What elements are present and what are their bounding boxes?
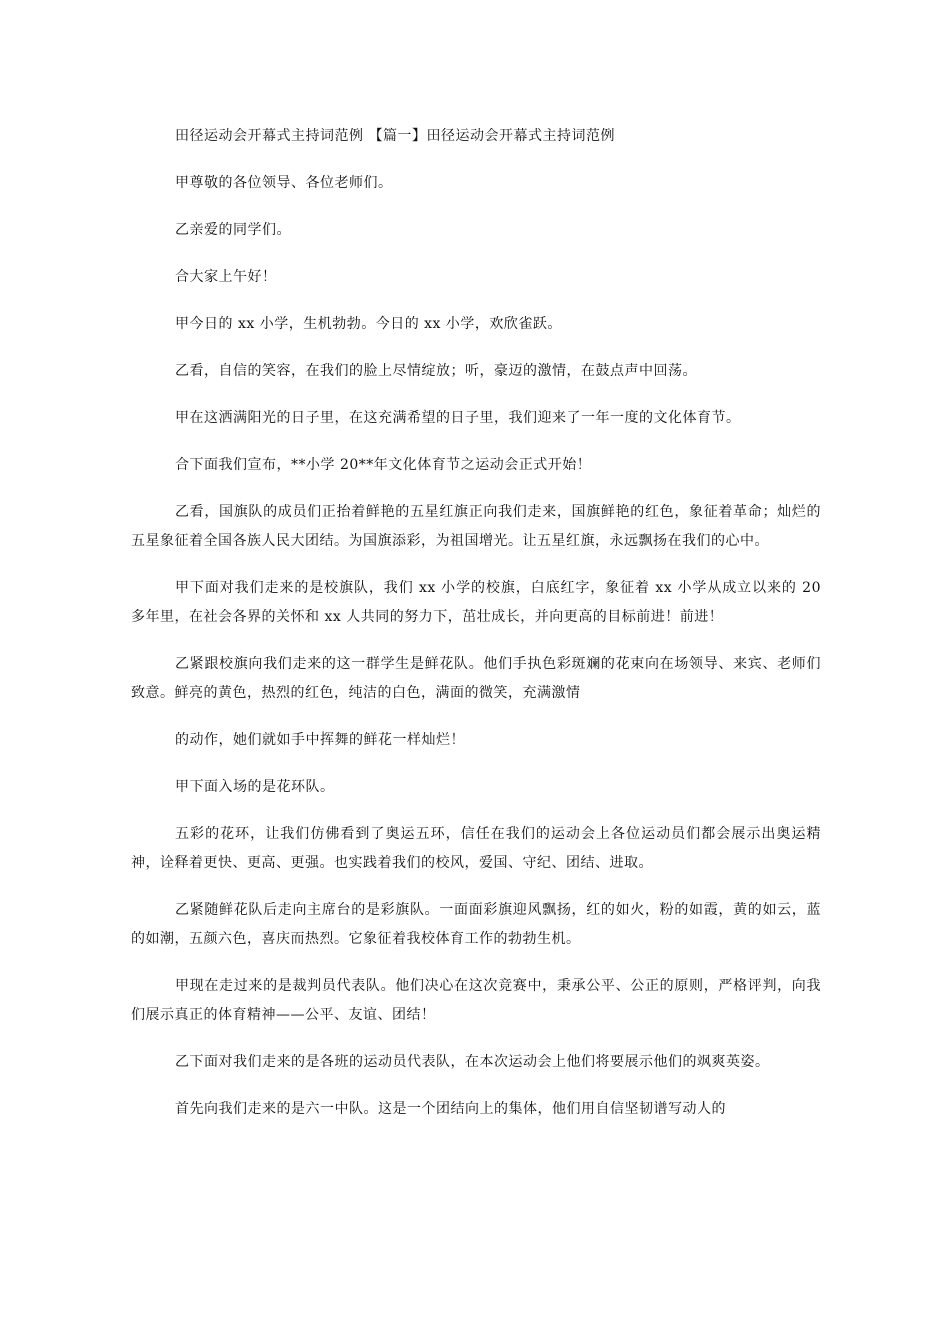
paragraph: 乙亲爱的同学们。: [175, 222, 291, 238]
paragraph: 甲现在走过来的是裁判员代表队。他们决心在这次竞赛中，秉承公平、公正的原则，严格评判，向我们展示真正的体育精神——公平、友谊、团结！: [131, 978, 821, 1023]
paragraph: 乙看，自信的笑容，在我们的脸上尽情绽放；听，豪迈的激情，在鼓点声中回荡。: [175, 363, 697, 379]
paragraph: 合下面我们宣布，**小学 20**年文化体育节之运动会正式开始！: [175, 457, 592, 473]
paragraph: 甲尊敬的各位领导、各位老师们。: [175, 175, 393, 191]
paragraph: 甲在这洒满阳光的日子里，在这充满希望的日子里，我们迎来了一年一度的文化体育节。: [175, 410, 741, 426]
paragraph: 乙紧随鲜花队后走向主席台的是彩旗队。一面面彩旗迎风飘扬，红的如火，粉的如霞，黄的如云，蓝的如潮，五颜六色，喜庆而热烈。它象征着我校体育工作的勃勃生机。: [131, 902, 821, 947]
paragraph: 乙紧跟校旗向我们走来的这一群学生是鲜花队。他们手执色彩斑斓的花束向在场领导、来宾、老师们致意。鲜亮的黄色，热烈的红色，纯洁的白色，满面的微笑，充满激情: [131, 656, 821, 701]
document-body: [131, 122, 821, 1142]
paragraph: 乙下面对我们走来的是各班的运动员代表队，在本次运动会上他们将要展示他们的飒爽英姿。: [175, 1054, 770, 1070]
paragraph: 甲下面入场的是花环队。: [175, 779, 335, 795]
paragraph: 甲下面对我们走来的是校旗队，我们 xx 小学的校旗，白底红字，象征着 xx 小学从成立以来的 20 多年里，在社会各界的关怀和 xx 人共同的努力下，茁壮成长，并向更高的目标前进！前进！: [131, 580, 821, 625]
paragraph: 首先向我们走来的是六一中队。这是一个团结向上的集体，他们用自信坚韧谱写动人的: [175, 1101, 726, 1117]
paragraph: 甲今日的 xx 小学，生机勃勃。今日的 xx 小学，欢欣雀跃。: [175, 316, 562, 332]
paragraph: 合大家上午好！: [175, 269, 277, 285]
paragraph: 乙看，国旗队的成员们正抬着鲜艳的五星红旗正向我们走来，国旗鲜艳的红色，象征着革命；灿烂的五星象征着全国各族人民大团结。为国旗添彩，为祖国增光。让五星红旗，永远飘扬在我们的心中。: [131, 504, 821, 549]
paragraph-title: 田径运动会开幕式主持词范例 【篇一】田径运动会开幕式主持词范例: [175, 128, 615, 144]
paragraph: 的动作，她们就如手中挥舞的鲜花一样灿烂！: [175, 732, 465, 748]
paragraph: 五彩的花环，让我们仿佛看到了奥运五环，信任在我们的运动会上各位运动员们都会展示出奥运精神，诠释着更快、更高、更强。也实践着我们的校风，爱国、守纪、团结、进取。: [131, 826, 821, 871]
